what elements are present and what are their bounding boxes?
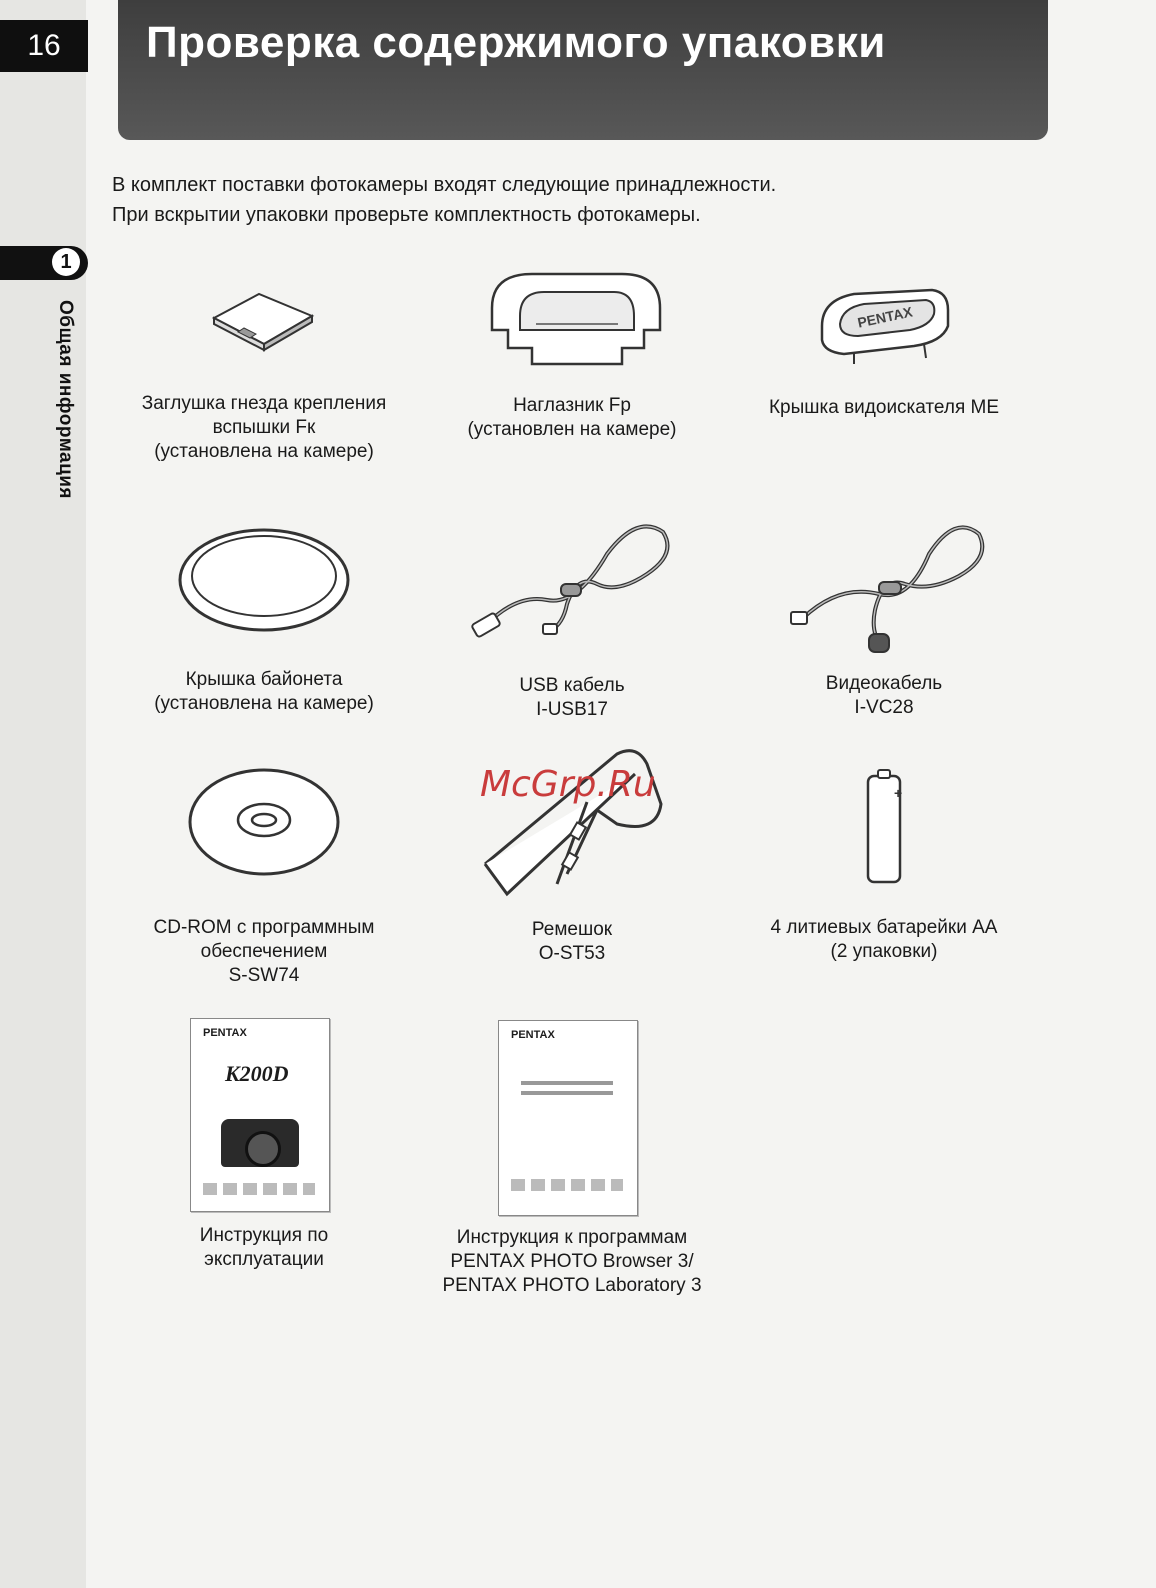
item-eyecup — [412, 268, 732, 442]
caption-line: I-USB17 — [536, 699, 608, 720]
caption-line: (установлена на камере) — [154, 693, 374, 714]
body-mount-cover-icon — [174, 524, 354, 634]
caption-line: Наглазник Fp — [513, 395, 631, 416]
camera-photo — [221, 1119, 299, 1167]
caption-line: Инструкция по — [199, 1225, 329, 1246]
item-usb-cable — [412, 514, 732, 722]
manual-title-lines — [521, 1081, 613, 1085]
caption-line: Инструкция к программам — [456, 1227, 688, 1248]
manual-logos — [511, 1179, 623, 1191]
manual-model: K200D — [225, 1061, 289, 1086]
operating-manual-icon — [190, 1018, 330, 1212]
caption-line: Видеокабель — [825, 673, 943, 694]
hot-shoe-cover-icon — [204, 280, 324, 360]
intro-line: При вскрытии упаковки проверьте комплектность фотокамеры. — [112, 204, 701, 226]
caption-line: USB кабель — [519, 675, 625, 696]
battery-icon — [854, 768, 914, 888]
manual-brand: PENTAX — [511, 1029, 555, 1041]
caption-line: Крышка видоискателя ME — [768, 397, 1000, 418]
title-banner — [118, 0, 1048, 140]
caption-line: Заглушка гнезда крепления — [141, 393, 387, 414]
caption-line: вспышки Fк — [212, 417, 316, 438]
cd-rom-icon — [184, 764, 344, 880]
item-hot-shoe-cover — [104, 280, 424, 464]
chapter-number: 1 — [52, 248, 80, 276]
caption-line: 4 литиевых батарейки АА — [770, 917, 998, 938]
manual-logos — [203, 1183, 315, 1195]
video-cable-icon — [779, 514, 989, 654]
page-title: Проверка содержимого упаковки — [146, 18, 886, 67]
caption-line: CD-ROM с программным — [153, 917, 375, 938]
svg-text:PENTAX: PENTAX — [856, 303, 914, 331]
caption-line: обеспечением — [200, 941, 328, 962]
chapter-tab — [0, 246, 88, 280]
eyecup-icon — [472, 268, 672, 368]
viewfinder-cap-icon — [814, 280, 954, 366]
item-battery — [724, 768, 1044, 964]
caption-line: PENTAX PHOTO Browser 3/ — [450, 1251, 694, 1272]
caption-line: (установлен на камере) — [467, 419, 677, 440]
intro-line: В комплект поставки фотокамеры входят следующие принадлежности. — [112, 174, 777, 196]
caption-line: Крышка байонета — [185, 669, 343, 690]
chapter-label: Общая информация — [55, 300, 76, 500]
caption-line: Ремешок — [531, 919, 613, 940]
caption-line: эксплуатации — [204, 1249, 324, 1270]
software-manual-icon — [498, 1020, 638, 1216]
page-number: 16 — [0, 20, 88, 72]
sidebar — [0, 0, 86, 1588]
item-viewfinder-cap — [724, 280, 1044, 420]
caption-line: S-SW74 — [228, 965, 300, 986]
usb-cable-icon — [467, 514, 677, 644]
intro-text — [112, 170, 776, 230]
caption-line: (2 упаковки) — [830, 941, 938, 962]
caption-line: I-VC28 — [854, 697, 914, 718]
item-body-mount-cover — [104, 524, 424, 716]
item-video-cable — [724, 514, 1044, 720]
caption-line: PENTAX PHOTO Laboratory 3 — [442, 1275, 702, 1296]
battery-plus-sign: + — [894, 785, 903, 801]
caption-line: (установлена на камере) — [154, 441, 374, 462]
caption-line: O-ST53 — [538, 943, 606, 964]
watermark: McGrp.Ru — [480, 764, 656, 805]
manual-brand: PENTAX — [203, 1027, 247, 1039]
item-cd-rom — [104, 764, 424, 988]
